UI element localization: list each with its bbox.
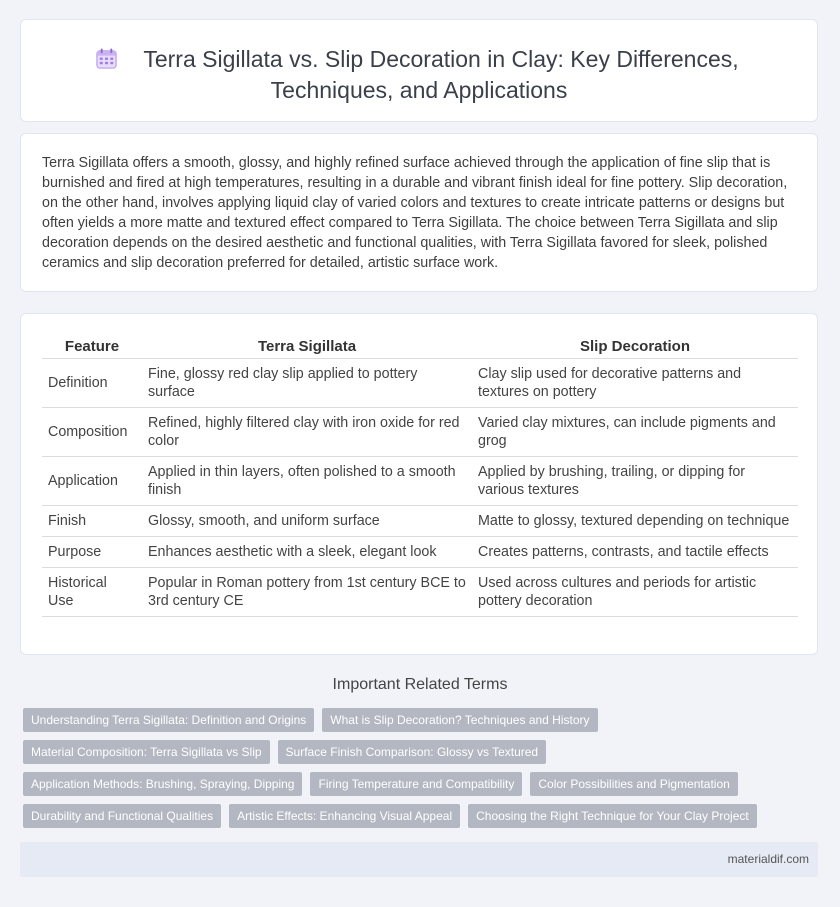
tag-row [23,740,803,764]
row-feature: Definition [42,359,142,408]
row-terra-sigillata: Glossy, smooth, and uniform surface [142,506,472,537]
related-term-link[interactable]: Choosing the Right Technique for Your Clay Project [468,804,757,828]
table-row [42,506,798,537]
table-row [42,537,798,568]
row-slip-decoration: Creates patterns, contrasts, and tactile effects [472,537,798,568]
page-title [21,44,817,106]
table-row [42,457,798,506]
page-title-line-2: Techniques, and Applications [270,77,568,103]
table-row [42,359,798,408]
row-slip-decoration: Varied clay mixtures, can include pigments and grog [472,408,798,457]
row-feature: Composition [42,408,142,457]
row-slip-decoration: Matte to glossy, textured depending on technique [472,506,798,537]
comparison-card [20,313,818,655]
tag-row [23,804,803,828]
comparison-table [42,334,798,617]
row-terra-sigillata: Popular in Roman pottery from 1st century BCE to 3rd century CE [142,568,472,617]
related-term-link[interactable]: Durability and Functional Qualities [23,804,221,828]
footer-site-link[interactable]: materialdif.com [727,852,809,866]
related-terms-list [23,708,803,836]
related-terms-title: Important Related Terms [332,676,508,693]
table-row [42,568,798,617]
related-term-link[interactable]: Material Composition: Terra Sigillata vs Slip [23,740,270,764]
related-term-link[interactable]: What is Slip Decoration? Techniques and History [322,708,597,732]
row-terra-sigillata: Applied in thin layers, often polished to a smooth finish [142,457,472,506]
row-slip-decoration: Clay slip used for decorative patterns and textures on pottery [472,359,798,408]
header-slip-decoration: Slip Decoration [472,334,798,359]
related-term-link[interactable]: Understanding Terra Sigillata: Definition and Origins [23,708,314,732]
table-row [42,408,798,457]
related-term-link[interactable]: Surface Finish Comparison: Glossy vs Textured [278,740,547,764]
row-terra-sigillata: Refined, highly filtered clay with iron oxide for red color [142,408,472,457]
intro-card [20,133,818,292]
row-feature: Purpose [42,537,142,568]
intro-paragraph: Terra Sigillata offers a smooth, glossy, and highly refined surface achieved through the application of fine slip that is burnished and fired at high temperatures, resulting in a durable and vibrant finish ideal for fine pottery. Slip decoration, on the other hand, involves applying liquid clay of varied colors and textures to create intricate patterns or designs but often yields a more matte and textured effect compared to Terra Sigillata. The choice between Terra Sigillata and slip decoration depends on the desired aesthetic and functional qualities, with Terra Sigillata favored for sleek, polished ceramics and slip decoration preferred for detailed, artistic surface work. [42,155,788,271]
row-feature: Finish [42,506,142,537]
row-terra-sigillata: Fine, glossy red clay slip applied to pottery surface [142,359,472,408]
row-terra-sigillata: Enhances aesthetic with a sleek, elegant look [142,537,472,568]
row-feature: Application [42,457,142,506]
row-feature: Historical Use [42,568,142,617]
header-feature: Feature [42,334,142,359]
header-terra-sigillata: Terra Sigillata [142,334,472,359]
related-term-link[interactable]: Application Methods: Brushing, Spraying, Dipping [23,772,302,796]
tag-row [23,708,803,732]
related-term-link[interactable]: Artistic Effects: Enhancing Visual Appeal [229,804,460,828]
title-card [20,19,818,122]
footer [20,842,818,877]
row-slip-decoration: Applied by brushing, trailing, or dipping for various textures [472,457,798,506]
table-header-row [42,334,798,359]
related-term-link[interactable]: Color Possibilities and Pigmentation [530,772,737,796]
related-term-link[interactable]: Firing Temperature and Compatibility [310,772,522,796]
row-slip-decoration: Used across cultures and periods for artistic pottery decoration [472,568,798,617]
page-title-line-1: Terra Sigillata vs. Slip Decoration in Clay: Key Differences, [143,46,739,72]
tag-row [23,772,803,796]
